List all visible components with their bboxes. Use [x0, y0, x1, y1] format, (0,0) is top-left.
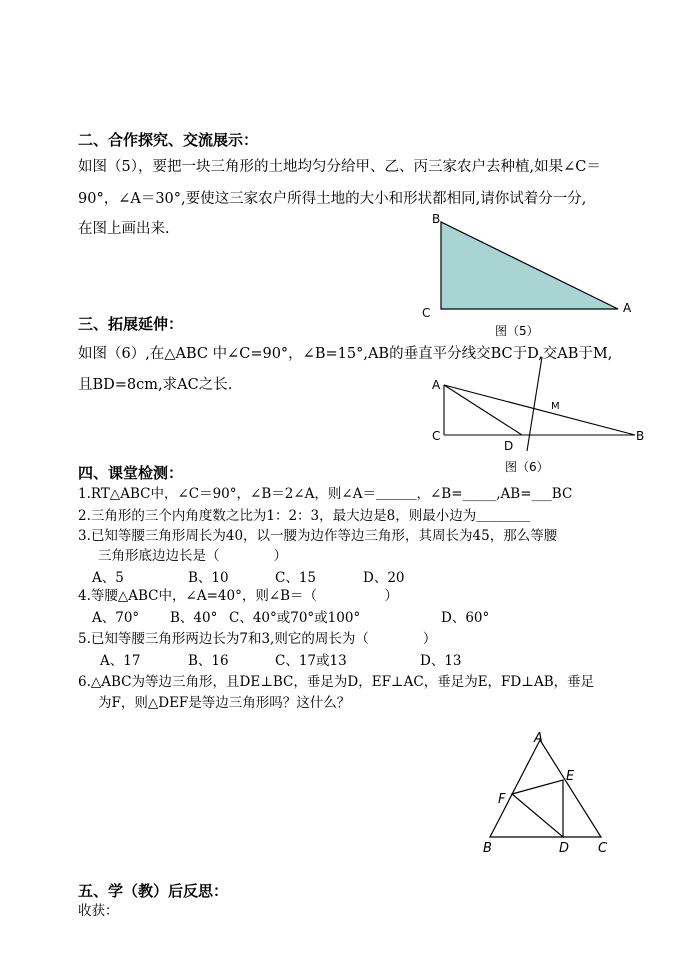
question-6-line: 为F，则△DEF是等边三角形吗？这什么？ — [98, 695, 351, 711]
vertex-label-b: B — [636, 429, 645, 443]
vertex-label-m: M — [551, 401, 560, 412]
problem-text-line: 如图（5），要把一块三角形的土地均匀分给甲、乙、丙三家农户去种植,如果∠C＝ — [78, 159, 601, 175]
question-6-line: 6.△ABC为等边三角形，且DE⊥BC，垂足为D，EF⊥AC，垂足为E，FD⊥AB，垂足 — [78, 674, 595, 690]
vertex-label-d: D — [559, 841, 570, 856]
vertex-label-a: A — [623, 301, 632, 315]
option-a: A、17 — [100, 653, 141, 669]
option-c: C、15 — [275, 570, 317, 586]
question-4: 4.等腰△ABC中，∠A=40°，则∠B＝（ ） — [78, 588, 399, 604]
vertex-label-e: E — [566, 769, 575, 784]
figure-caption: 图（5） — [495, 324, 539, 338]
option-a: A、5 — [92, 570, 124, 586]
vertex-label-a: A — [432, 378, 441, 392]
option-c: C、40°或70°或100° — [229, 610, 361, 626]
problem-text-line: 如图（6）,在△ABC 中∠C=90°，∠B=15°,AB的垂直平分线交BC于D,交AB于M, — [78, 346, 613, 362]
option-c: C、17或13 — [275, 653, 347, 669]
vertex-label-b: B — [483, 841, 492, 856]
question-3-line: 三角形底边边长是（ ） — [98, 548, 287, 564]
triangle-abc-shape — [441, 222, 618, 309]
option-b: B、16 — [188, 653, 229, 669]
perpendicular-bisector-line — [527, 357, 542, 451]
vertex-label-d: D — [504, 439, 514, 453]
problem-text-line: 90°，∠A＝30°,要使这三家农户所得土地的大小和形状都相同,请你试着分一分, — [78, 191, 587, 207]
question-2: 2.三角形的三个内角度数之比为1：2：3，最大边是8，则最小边为＿＿＿＿ — [78, 508, 531, 524]
problem-text-line: 在图上画出来. — [78, 221, 170, 237]
section-heading-extension: 三、拓展延伸： — [78, 315, 184, 333]
section-heading-reflection: 五、学（教）后反思： — [78, 882, 229, 900]
vertex-label-c: C — [432, 429, 441, 443]
figure-6-triangle-bisector — [425, 355, 655, 475]
option-d: D、13 — [420, 653, 462, 669]
triangle-def-outline — [512, 780, 563, 837]
option-b: B、10 — [188, 570, 229, 586]
vertex-label-a: A — [534, 731, 543, 746]
option-a: A、70° — [92, 610, 140, 626]
vertex-label-c: C — [598, 841, 608, 856]
section-heading-cooperative: 二、合作探究、交流展示： — [78, 131, 259, 149]
question-5: 5.已知等腰三角形两边长为7和3,则它的周长为（ ） — [78, 631, 437, 647]
option-b: B、40° — [170, 610, 218, 626]
section-heading-classroom-test: 四、课堂检测： — [78, 464, 184, 482]
figure-5-right-triangle — [410, 205, 650, 345]
question-1: 1.RT△ABC中，∠C＝90°，∠B＝2∠A，则∠A＝＿＿＿，∠B=_____,AB=___BC — [78, 486, 573, 502]
option-d: D、60° — [441, 610, 490, 626]
figure-equilateral-triangle — [475, 725, 625, 860]
harvest-label: 收获： — [78, 903, 119, 919]
vertex-label-b: B — [432, 212, 441, 226]
question-3-line: 3.已知等腰三角形周长为40，以一腰为边作等边三角形，其周长为45，那么等腰 — [78, 528, 558, 544]
vertex-label-f: F — [498, 792, 506, 807]
problem-text-line: 且BD=8cm,求AC之长. — [78, 377, 233, 393]
option-d: D、20 — [363, 570, 405, 586]
figure-caption: 图（6） — [505, 460, 549, 474]
vertex-label-c: C — [422, 306, 431, 320]
